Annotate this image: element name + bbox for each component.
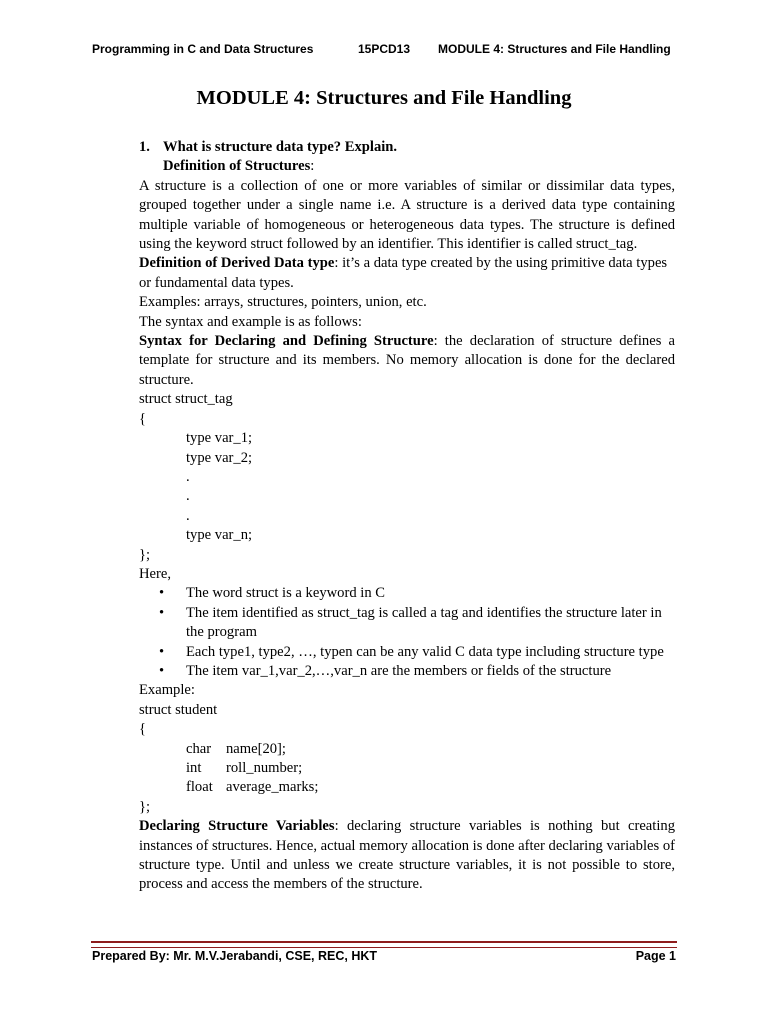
question-heading: [139, 138, 675, 157]
definition-structures-heading: Definition of Structures:: [163, 158, 315, 175]
code-line: {: [139, 410, 147, 427]
header-module: MODULE 4: Structures and File Handling: [438, 42, 671, 56]
code-line: struct struct_tag: [139, 391, 233, 408]
definition-structures-text: A structure is a collection of one or more variables of similar or dissimilar data types, grouped together under a single name i.e. A structure is a derived data type containing multiple variable of homogeneous or heterogeneous data types. The structure is defined using the keyword struct followed by an identifier. This identifier is called struct_tag.: [139, 177, 675, 253]
footer-prepared-by: Prepared By: Mr. M.V.Jerabandi, CSE, REC, HKT: [92, 949, 378, 963]
header-course: Programming in C and Data Structures: [92, 42, 314, 56]
syntax-paragraph: [139, 332, 675, 390]
footer-rule: [91, 941, 677, 948]
code-line: .: [186, 507, 190, 524]
derived-type-heading: Definition of Derived Data type: [139, 255, 335, 272]
document-body: [139, 138, 675, 895]
syntax-text: : the declaration of structure defines a template for structure and its members. No memory allocation is done for the declared structure.: [139, 333, 675, 388]
list-item: • Each type1, type2, …, typen can be any valid C data type including structure type: [139, 643, 675, 662]
declaring-heading: Declaring Structure Variables: [139, 818, 335, 835]
examples-line: Examples: arrays, structures, pointers, union, etc.: [139, 294, 427, 311]
bullet-list: [139, 584, 675, 681]
header-code: 15PCD13: [358, 42, 411, 56]
page-title: MODULE 4: Structures and File Handling: [196, 87, 572, 109]
question-text: What is structure data type? Explain.: [163, 139, 398, 155]
page-header: [0, 42, 768, 60]
code-line: type var_n;: [186, 527, 253, 544]
code-line: char name[20];: [186, 740, 286, 757]
syntax-code-block: [139, 390, 675, 565]
list-item: • The item var_1,var_2,…,var_n are the members or fields of the structure: [139, 662, 675, 681]
list-item: • The item identified as struct_tag is called a tag and identifies the structure later in the program: [139, 604, 675, 643]
declaring-text: : declaring structure variables is nothing but creating instances of structures. Hence, actual memory allocation is done after declaring variables of structure type. Until and unless we create structure variables, it is not possible to store, process and access the members of the structure.: [139, 818, 675, 893]
code-line: .: [186, 488, 190, 505]
code-line: float average_marks;: [186, 779, 319, 796]
declaring-paragraph: [139, 817, 675, 895]
page-footer: [0, 949, 768, 967]
syntax-heading: Syntax for Declaring and Defining Structure: [139, 333, 434, 350]
syntax-intro: The syntax and example is as follows:: [139, 313, 362, 330]
code-line: };: [139, 798, 151, 815]
code-line: int roll_number;: [186, 760, 303, 776]
page-number: Page 1: [635, 949, 676, 963]
code-line: type var_1;: [186, 430, 253, 447]
derived-type-text: : it’s a data type created by the using primitive data types or fundamental data types.: [139, 255, 668, 291]
code-line: .: [186, 468, 190, 485]
code-line: struct student: [139, 701, 218, 718]
code-line: type var_2;: [186, 449, 253, 466]
example-label: Example:: [139, 682, 195, 699]
list-item: • The word struct is a keyword in C: [139, 584, 675, 603]
code-line: };: [139, 546, 151, 563]
here-label: Here,: [139, 565, 172, 582]
code-line: {: [139, 721, 147, 738]
question-number: 1.: [139, 139, 150, 155]
derived-type-paragraph: [139, 254, 675, 293]
example-code-block: [139, 701, 675, 817]
